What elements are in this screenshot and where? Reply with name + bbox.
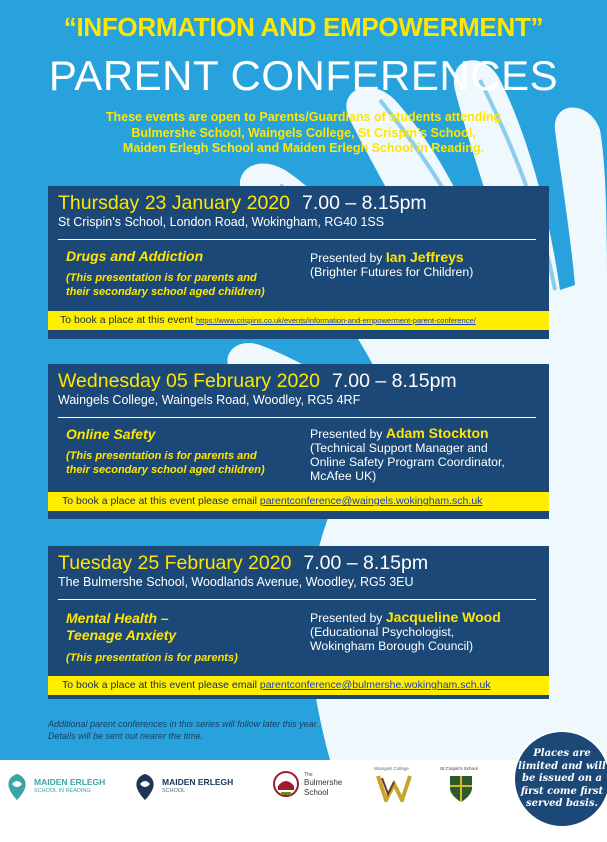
logo-name: MAIDEN ERLEGH: [34, 777, 106, 787]
event-date-line: [58, 192, 427, 215]
presenter-info-line: (Technical Support Manager and: [310, 441, 488, 455]
presenter-name: Adam Stockton: [385, 425, 489, 441]
booking-link[interactable]: parentconference@bulmershe.wokingham.sch.uk: [259, 679, 491, 691]
logo-maiden-erlegh: [132, 762, 247, 822]
crest-icon: [132, 772, 158, 802]
badge-line: be issued on a: [522, 773, 602, 784]
event-topic: [66, 426, 155, 443]
booking-text: To book a place at this event please email: [62, 495, 257, 507]
booking-bar: [48, 676, 549, 695]
badge-line: limited and will: [518, 760, 606, 772]
event-time: 7.00 – 8.15pm: [303, 552, 429, 574]
event-date: Thursday 23 January 2020: [58, 192, 290, 214]
logo-st-crispins: [440, 762, 510, 822]
presented-by-label: Presented by: [310, 427, 383, 441]
logo-bulmershe: [272, 762, 362, 822]
note-line: their secondary school aged children): [66, 463, 265, 476]
presenter-info-line: Wokingham Borough Council): [310, 639, 474, 653]
divider: [58, 599, 536, 600]
event-card-3: [48, 546, 549, 699]
presented-by-label: Presented by: [310, 251, 383, 265]
logo-name-2: School: [304, 788, 329, 797]
presenter-name: Ian Jeffreys: [385, 249, 464, 265]
crest-icon: [4, 772, 30, 802]
school-logos: [0, 762, 607, 842]
intro-line: Maiden Erlegh School and Maiden Erlegh School in Reading.: [122, 141, 485, 155]
page-title: PARENT CONFERENCES: [48, 52, 559, 99]
shield-icon: [448, 774, 474, 804]
event-time: 7.00 – 8.15pm: [301, 192, 427, 214]
footnote: [48, 718, 319, 742]
event-time: 7.00 – 8.15pm: [331, 370, 457, 392]
logo-waingels: [370, 762, 432, 822]
logo-name: MAIDEN ERLEGH: [162, 777, 234, 787]
badge-line: first come first: [520, 785, 604, 797]
event-presenter: [310, 250, 473, 279]
logo-maiden-erlegh-reading: [4, 762, 119, 822]
waingels-w-icon: [376, 774, 412, 802]
event-card-2: [48, 364, 549, 519]
badge-line: Places are: [533, 748, 591, 759]
logo-name: Waingels College: [374, 766, 409, 771]
logo-name: Bulmershe: [304, 778, 343, 787]
event-presenter: [310, 610, 501, 653]
event-venue: The Bulmershe School, Woodlands Avenue, Woodley, RG5 3EU: [58, 575, 414, 589]
booking-bar: [48, 311, 549, 330]
event-venue: Waingels College, Waingels Road, Woodley, RG5 4RF: [58, 393, 361, 407]
presenter-name: Jacqueline Wood: [385, 609, 501, 625]
topic-line: Teenage Anxiety: [66, 627, 177, 643]
booking-text: To book a place at this event: [60, 314, 194, 326]
footnote-line: Additional parent conferences in this series will follow later this year.: [48, 719, 319, 729]
intro-text: [40, 110, 567, 157]
logo-sub: SCHOOL: [162, 788, 186, 794]
bulmershe-crest-icon: [272, 770, 300, 800]
note-line: (This presentation is for parents and: [66, 450, 257, 462]
event-date: Tuesday 25 February 2020: [58, 552, 292, 574]
booking-bar: [48, 492, 549, 511]
logo-name: St Crispin's School: [440, 766, 478, 771]
divider: [58, 239, 536, 240]
headline: “INFORMATION AND EMPOWERMENT”: [63, 12, 544, 42]
note-line: their secondary school aged children): [66, 285, 265, 298]
event-topic: [66, 610, 176, 644]
event-venue: St Crispin’s School, London Road, Wokingham, RG40 1SS: [58, 215, 385, 229]
topic-line: Mental Health –: [66, 610, 169, 626]
topic-line: Online Safety: [66, 426, 156, 442]
event-audience-note: [66, 450, 265, 477]
intro-line: These events are open to Parents/Guardians of students attending: [105, 110, 502, 124]
logo-sub: SCHOOL IN READING: [34, 788, 91, 794]
event-audience-note: [66, 272, 265, 299]
event-presenter: [310, 426, 505, 483]
footnote-line: Details will be sent out nearer the time.: [48, 731, 204, 741]
booking-text: To book a place at this event please email: [62, 679, 257, 691]
event-date: Wednesday 05 February 2020: [58, 370, 320, 392]
presented-by-label: Presented by: [310, 611, 383, 625]
note-line: (This presentation is for parents and: [66, 272, 257, 284]
event-audience-note: [66, 652, 238, 666]
booking-link[interactable]: https://www.crispins.co.uk/events/information-and-empowerment-parent-conference/: [196, 316, 476, 325]
event-date-line: [58, 552, 428, 575]
badge-line: served basis.: [526, 798, 598, 809]
presenter-info-line: (Brighter Futures for Children): [310, 265, 474, 279]
divider: [58, 417, 536, 418]
presenter-info-line: (Educational Psychologist,: [310, 625, 455, 639]
event-topic: [66, 248, 203, 265]
event-card-1: [48, 186, 549, 339]
topic-line: Drugs and Addiction: [66, 248, 204, 264]
logo-pre: The: [304, 772, 313, 778]
note-line: (This presentation is for parents): [66, 652, 238, 664]
booking-link[interactable]: parentconference@waingels.wokingham.sch.uk: [259, 495, 483, 507]
presenter-info-line: McAfee UK): [310, 469, 377, 483]
intro-line: Bulmershe School, Waingels College, St Crispin’s School,: [131, 125, 476, 140]
event-date-line: [58, 370, 457, 393]
presenter-info-line: Online Safety Program Coordinator,: [310, 455, 505, 469]
